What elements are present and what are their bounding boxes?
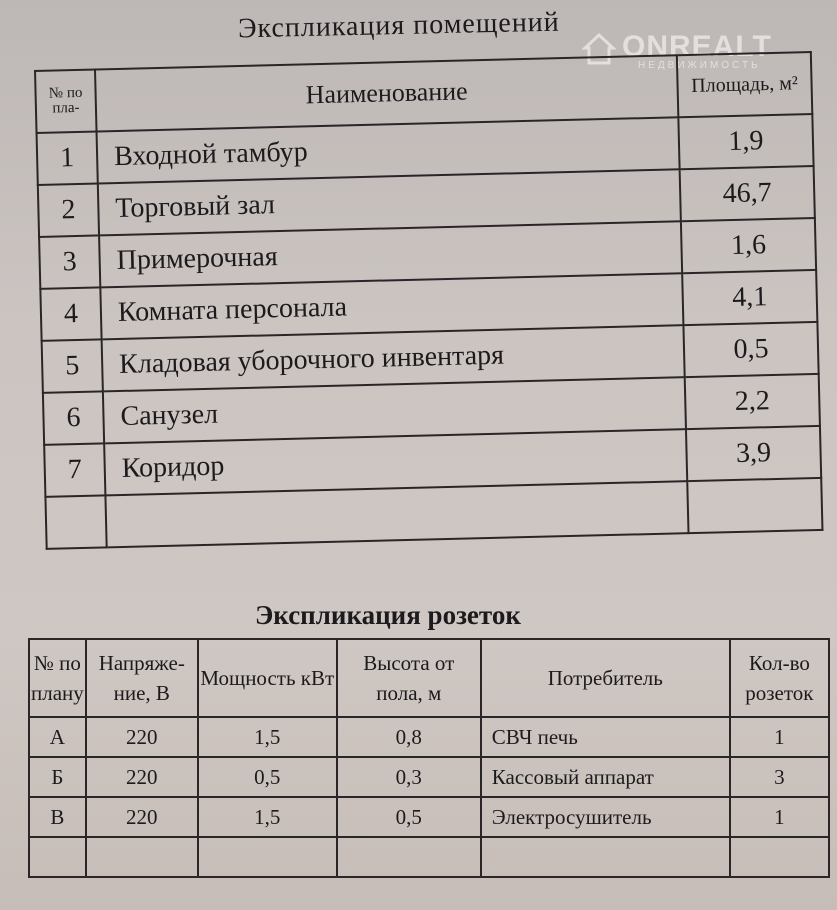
- table-row: [29, 717, 829, 757]
- rooms-table: [34, 51, 823, 550]
- sockets-header-row: [29, 639, 829, 717]
- socket-height: 0,5: [337, 797, 481, 837]
- empty-cell: [337, 837, 481, 877]
- room-area: 4,1: [682, 270, 817, 325]
- room-name: Комната персонала: [100, 273, 683, 339]
- room-num: 5: [42, 339, 103, 392]
- empty-cell: [198, 837, 337, 877]
- sockets-header-num: № по плану: [29, 639, 86, 717]
- rooms-header-name: Наименование: [95, 55, 678, 131]
- table-row-empty: [29, 837, 829, 877]
- watermark-brand: ONREALT: [622, 30, 772, 63]
- room-area: 2,2: [685, 374, 820, 429]
- room-num: 7: [44, 443, 105, 496]
- table-row: [29, 757, 829, 797]
- socket-num: А: [29, 717, 86, 757]
- room-num: 3: [39, 235, 100, 288]
- socket-voltage: 220: [86, 717, 198, 757]
- socket-count: 1: [730, 797, 829, 837]
- socket-height: 0,8: [337, 717, 481, 757]
- sockets-header-count: Кол-во розеток: [730, 639, 829, 717]
- room-area: 3,9: [686, 426, 821, 481]
- sockets-table: [28, 638, 830, 878]
- sockets-title: Экспликация розеток: [255, 600, 521, 630]
- room-num: 2: [38, 183, 99, 236]
- socket-consumer: Кассовый аппарат: [481, 757, 730, 797]
- room-name: Торговый зал: [98, 169, 681, 235]
- room-name: Санузел: [103, 377, 686, 443]
- socket-height: 0,3: [337, 757, 481, 797]
- room-area: 0,5: [683, 322, 818, 377]
- socket-voltage: 220: [86, 757, 198, 797]
- empty-cell: [45, 495, 106, 548]
- rooms-header-num: № по пла-: [35, 70, 96, 133]
- room-area: 46,7: [680, 166, 815, 221]
- socket-consumer: Электросушитель: [481, 797, 730, 837]
- room-area: 1,9: [678, 114, 813, 169]
- empty-cell: [86, 837, 198, 877]
- empty-cell: [730, 837, 829, 877]
- socket-consumer: СВЧ печь: [481, 717, 730, 757]
- room-name: Входной тамбур: [97, 117, 680, 183]
- rooms-title: Экспликация помещений: [237, 6, 561, 45]
- empty-cell: [481, 837, 730, 877]
- sockets-header-power: Мощность кВт: [198, 639, 337, 717]
- socket-power: 1,5: [198, 797, 337, 837]
- socket-power: 1,5: [198, 717, 337, 757]
- socket-count: 1: [730, 717, 829, 757]
- rooms-header-area: Площадь, м²: [677, 52, 812, 117]
- room-num: 4: [40, 287, 101, 340]
- socket-count: 3: [730, 757, 829, 797]
- sockets-header-consumer: Потребитель: [481, 639, 730, 717]
- room-num: 1: [37, 131, 98, 184]
- room-area: 1,6: [681, 218, 816, 273]
- sockets-header-voltage: Напряже-ние, В: [86, 639, 198, 717]
- room-num: 6: [43, 391, 104, 444]
- empty-cell: [29, 837, 86, 877]
- room-name: Кладовая уборочного инвентаря: [102, 325, 685, 391]
- socket-power: 0,5: [198, 757, 337, 797]
- watermark-sub: НЕДВИЖИМОСТЬ: [638, 60, 761, 71]
- socket-voltage: 220: [86, 797, 198, 837]
- empty-cell: [687, 478, 822, 533]
- socket-num: В: [29, 797, 86, 837]
- room-name: Коридор: [104, 429, 687, 495]
- sockets-header-height: Высота от пола, м: [337, 639, 481, 717]
- socket-num: Б: [29, 757, 86, 797]
- room-name: Примерочная: [99, 221, 682, 287]
- table-row: [29, 797, 829, 837]
